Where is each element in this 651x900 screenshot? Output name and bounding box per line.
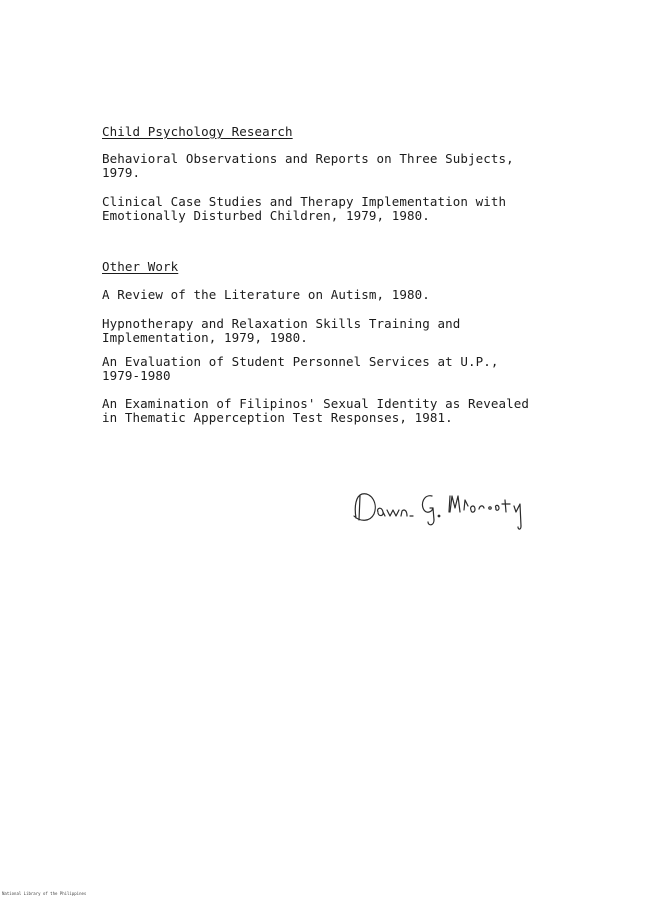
entry-hypnotherapy-relaxation: Hypnotherapy and Relaxation Skills Training and Implementation, 1979, 1980.: [102, 316, 461, 345]
entry-clinical-case-studies: Clinical Case Studies and Therapy Implementation with Emotionally Disturbed Children, 1979, 1980.: [102, 194, 507, 223]
entry-examination-sexual-identity: An Examination of Filipinos' Sexual Identity as Revealed in Thematic Apperception Test Responses, 1981.: [102, 396, 530, 425]
section-heading-other-work: Other Work: [102, 259, 179, 274]
entry-behavioral-observations: Behavioral Observations and Reports on Three Subjects, 1979.: [102, 151, 514, 180]
entry-review-literature-autism: A Review of the Literature on Autism, 1980.: [102, 287, 430, 302]
section-heading-child-psychology-research: Child Psychology Research: [102, 124, 293, 139]
entry-evaluation-student-services: An Evaluation of Student Personnel Services at U.P., 1979-1980: [102, 354, 499, 383]
handwritten-signature: [350, 482, 540, 542]
footer-library-stamp: National Library of the Philippines: [2, 891, 87, 896]
